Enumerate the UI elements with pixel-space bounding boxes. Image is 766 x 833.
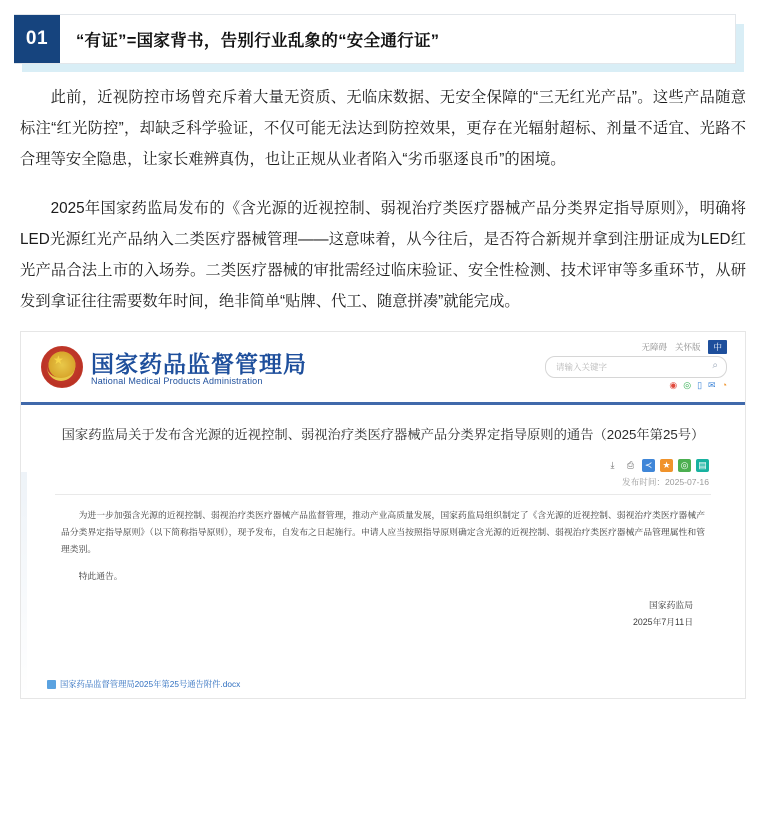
content-divider: [55, 494, 711, 495]
favorite-icon[interactable]: ★: [660, 459, 673, 472]
print-icon[interactable]: ⎙: [626, 460, 635, 470]
search-input[interactable]: 请输入关键字: [556, 362, 608, 372]
care-version-link[interactable]: 关怀版: [674, 342, 701, 352]
rss-icon[interactable]: ◔: [721, 380, 727, 390]
national-emblem-icon: ★: [39, 344, 83, 388]
article-content: [61, 507, 705, 585]
signature-date: 2025年7月11日: [633, 617, 693, 627]
doc-file-icon: [47, 680, 56, 689]
embedded-screenshot: [20, 331, 746, 699]
weibo-icon[interactable]: ◉: [669, 380, 678, 390]
article-signature: [21, 597, 693, 631]
attachment-label[interactable]: 国家药品监督管理局2025年第25号通告附件.docx: [60, 679, 241, 689]
share-icon[interactable]: ≺: [642, 459, 655, 472]
publish-label: 发布时间：: [622, 477, 666, 487]
attachment-link[interactable]: [47, 678, 240, 690]
left-strip: [21, 472, 27, 698]
article-paragraph-2: 特此通告。: [78, 571, 123, 581]
article-body: [20, 82, 746, 317]
section-heading: [14, 14, 744, 66]
qr-icon[interactable]: ▤: [696, 459, 709, 472]
download-icon[interactable]: ⤓: [610, 460, 615, 470]
site-name-en: National Medical Products Administration: [91, 376, 263, 386]
site-name-cn: 国家药品监督管理局: [91, 351, 307, 377]
heading-number: 01: [14, 15, 60, 63]
accessibility-link[interactable]: 无障碍: [641, 342, 667, 352]
article-title: 国家药监局关于发布含光源的近视控制、弱视治疗类医疗器械产品分类界定指导原则的通告（2025年第25号）: [61, 427, 705, 442]
article-toolbar: [21, 459, 745, 472]
paragraph-1: 此前，近视防控市场曾充斥着大量无资质、无临床数据、无安全保障的“三无红光产品”。这些产品随意标注“红光防控”，却缺乏科学验证，不仅可能无法达到防控效果，更存在光辐射超标、剂量不适宜、光路不合理等安全隐患，让家长难辨真伪，也让正规从业者陷入“劣币驱逐良币”的困境。: [20, 89, 746, 168]
heading-title: “有证”=国家背书，告别行业乱象的“安全通行证”: [76, 32, 440, 50]
search-icon[interactable]: ⌕: [712, 360, 718, 371]
publish-value: 2025-07-16: [665, 477, 709, 487]
language-badge[interactable]: 中: [708, 340, 727, 354]
article-paragraph-1: 为进一步加强含光源的近视控制、弱视治疗类医疗器械产品监督管理，推动产业高质量发展，国家药监局组织制定了《含光源的近视控制、弱视治疗类医疗器械产品分类界定指导原则》（以下简称指导原则），现予发布，自发布之日起施行。申请人应当按照指导原则确定含光源的近视控制、弱视治疗类医疗器械产品管理属性和管理类别。: [61, 510, 705, 554]
header-divider: [21, 402, 745, 405]
paragraph-2: 2025年国家药监局发布的《含光源的近视控制、弱视治疗类医疗器械产品分类界定指导原则》，明确将LED光源红光产品纳入二类医疗器械管理——这意味着，从今往后，是否符合新规并拿到注册证成为LED红光产品合法上市的入场券。二类医疗器械的审批需经过临床验证、安全性检测、技术评审等多重环节，从研发到拿证往往需要数年时间，绝非简单“贴牌、代工、随意拼凑”就能完成。: [20, 200, 746, 310]
mobile-icon[interactable]: ▯: [697, 380, 703, 390]
signature-org: 国家药监局: [649, 600, 693, 610]
document-page: [0, 14, 766, 833]
search-box[interactable]: [545, 356, 727, 378]
social-icons: [669, 380, 727, 390]
publish-date: [21, 476, 745, 488]
mail-icon[interactable]: ✉: [708, 380, 716, 390]
heading-bar: [14, 14, 736, 64]
wechat-share-icon[interactable]: ◎: [678, 459, 691, 472]
header-links: [641, 340, 727, 354]
wechat-icon[interactable]: ◎: [683, 380, 692, 390]
site-header: [21, 332, 745, 402]
